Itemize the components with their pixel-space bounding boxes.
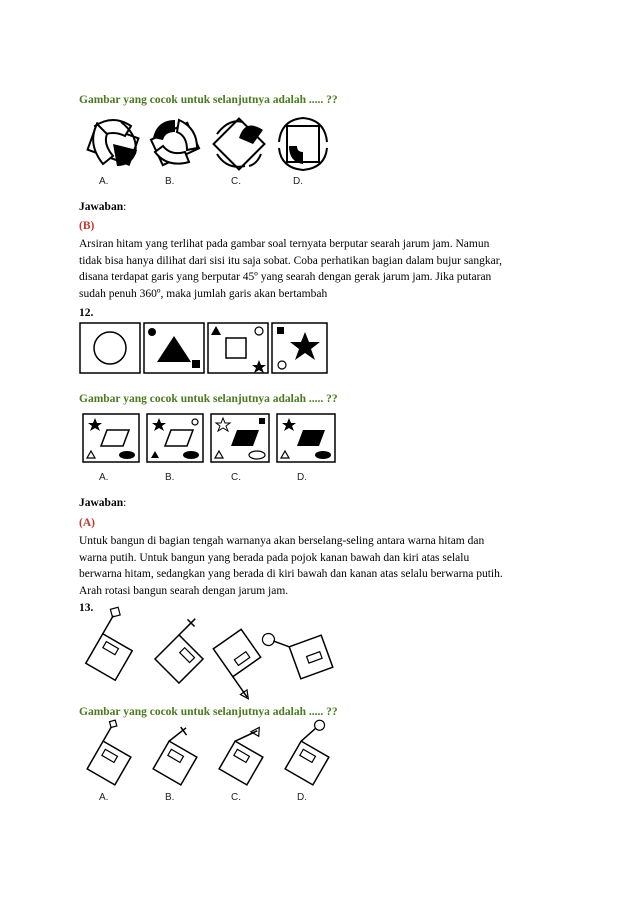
q11-explanation-line: tidak bisa hanya dilihat dari sisi itu saja sobat. Coba perhatikan bagian dalam bujur sangkar, (79, 254, 503, 267)
q12-explanation-line: warna putih. Untuk bangun yang berada pada pojok kanan bawah dan kiri atas selalu (79, 551, 470, 564)
q11-jawaban-label: Jawaban: (79, 201, 127, 213)
q12-option-a-figure (83, 414, 139, 462)
q12-explanation-line: Untuk bangun di bagian tengah warnanya akan berselang-seling antara warna hitam dan (79, 535, 485, 547)
q11-explanation-line: sudah penuh 360º, maka jumlah garis akan bertambah (79, 287, 328, 300)
q11-option-a-label: A. (99, 176, 109, 187)
q12-option-a-label: A. (99, 472, 109, 483)
q13-options-figure (79, 723, 339, 803)
q12-option-b-figure (147, 414, 203, 462)
q11-option-a-figure (88, 120, 139, 166)
q12-answer: (A) (79, 517, 95, 529)
q11-explanation-line: Arsiran hitam yang terlihat pada gambar soal ternyata berputar searah jarum jam. Namun (79, 238, 490, 250)
q11-prompt: Gambar yang cocok untuk selanjutnya adalah ..... ?? (79, 94, 338, 106)
q13-option-c-label: C. (231, 792, 241, 803)
q13-option-c-figure (219, 720, 275, 784)
q11-options-figure (79, 114, 339, 188)
q12-explanation-line: berwarna hitam, sedangkan yang berada di kiri bawah dan kanan atas selalu berwarna putih. (79, 568, 503, 580)
q12-option-c-label: C. (231, 472, 241, 483)
q12-prompt: Gambar yang cocok untuk selanjutnya adalah ..... ?? (79, 393, 338, 405)
q12-option-d-figure (277, 414, 335, 462)
q12-number: 12. (79, 307, 94, 319)
q12-option-c-figure (211, 414, 269, 462)
q13-number: 13. (79, 602, 94, 614)
q11-explanation (79, 236, 559, 302)
q11-option-b-figure (151, 120, 199, 165)
q12-options-figure (79, 410, 339, 484)
q12-explanation-line: Arah rotasi bangun searah dengan jarum jam. (79, 584, 289, 597)
q13-option-b-figure (153, 724, 207, 785)
q13-option-d-figure (285, 717, 343, 785)
q11-option-d-label: D. (293, 176, 303, 187)
q13-option-a-label: A. (99, 792, 109, 803)
q11-option-d-figure (279, 118, 327, 170)
q12-jawaban-label: Jawaban: (79, 497, 127, 509)
q13-option-b-label: B. (165, 792, 175, 803)
q13-prompt: Gambar yang cocok untuk selanjutnya adalah ..... ?? (79, 706, 338, 718)
q12-option-d-label: D. (297, 472, 307, 483)
q12-option-b-label: B. (165, 472, 175, 483)
q12-explanation (79, 533, 559, 599)
q13-sequence-figure (79, 617, 339, 687)
q11-option-c-figure (214, 119, 265, 170)
q13-option-d-label: D. (297, 792, 307, 803)
q11-explanation-line: disana terdapat garis yang berputar 45º yang searah dengan gerak jarum jam. Jika putaran (79, 271, 492, 283)
q11-option-b-label: B. (165, 176, 175, 187)
q12-sequence-figure (79, 322, 329, 376)
q11-option-c-label: C. (231, 176, 241, 187)
q13-option-a-figure (83, 718, 143, 785)
q11-answer: (B) (79, 220, 95, 232)
